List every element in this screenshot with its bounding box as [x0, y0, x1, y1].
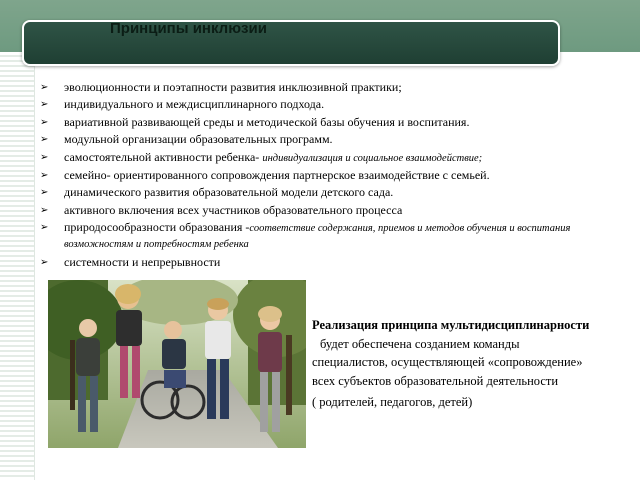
left-decor-stripes: [0, 52, 35, 480]
implementation-line: всех субъектов образовательной деятельности: [312, 373, 559, 388]
arrow-bullet-icon: ➢: [40, 170, 49, 182]
arrow-bullet-icon: ➢: [40, 82, 49, 93]
principle-item: ➢ системности и непрерывности: [40, 254, 620, 271]
principle-item: ➢ модульной организации образовательных программ.: [40, 131, 620, 148]
principle-item: ➢ динамического развития образовательной модели детского сада.: [40, 184, 620, 201]
principle-note: индивидуализация и социальное взаимодействие;: [262, 152, 483, 164]
arrow-bullet-icon: ➢: [40, 116, 49, 128]
principle-item: ➢ вариативной развивающей среды и методической базы обучения и воспитания.: [40, 114, 620, 131]
arrow-bullet-icon: ➢: [40, 151, 49, 163]
principle-item: ➢ активного включения всех участников образовательного процесса: [40, 202, 620, 219]
principle-item: ➢ индивидуального и междисциплинарного подхода.: [40, 96, 620, 113]
implementation-line: ( родителей, педагогов, детей): [312, 395, 473, 409]
arrow-bullet-icon: ➢: [40, 204, 49, 216]
slide-title: Принципы инклюзии: [110, 20, 267, 37]
implementation-heading: Реализация принципа мультидисциплинарности: [312, 318, 590, 332]
arrow-bullet-icon: ➢: [40, 187, 49, 199]
principle-note: соответствие содержания, приемов и методов обучения и воспитания возможностям и потребностям ребенка: [64, 223, 571, 251]
principle-item: ➢ природосообразности образования -соответствие содержания, приемов и методов обучения и воспитания возможностям и потребностям ребенка: [40, 220, 571, 251]
children-photo: [48, 280, 306, 448]
principles-list: [40, 79, 620, 272]
implementation-text: [312, 316, 634, 412]
principle-item: ➢ эволюционности и поэтапности развития инклюзивной практики;: [40, 79, 620, 96]
implementation-line: специалистов, осуществляющей «сопровождение»: [312, 355, 583, 369]
title-banner: [22, 20, 560, 66]
arrow-bullet-icon: ➢: [40, 134, 49, 146]
principle-item: ➢ семейно- ориентированного сопровождения партнерское взаимодействие с семьей.: [40, 167, 620, 184]
arrow-bullet-icon: ➢: [40, 99, 49, 111]
implementation-line: будет обеспечена созданием команды: [320, 336, 520, 351]
children-photo-illustration: [48, 280, 306, 448]
arrow-bullet-icon: ➢: [40, 257, 49, 269]
principle-item: ➢ самостоятельной активности ребенка- индивидуализация и социальное взаимодействие;: [40, 149, 620, 167]
arrow-bullet-icon: ➢: [40, 222, 49, 234]
